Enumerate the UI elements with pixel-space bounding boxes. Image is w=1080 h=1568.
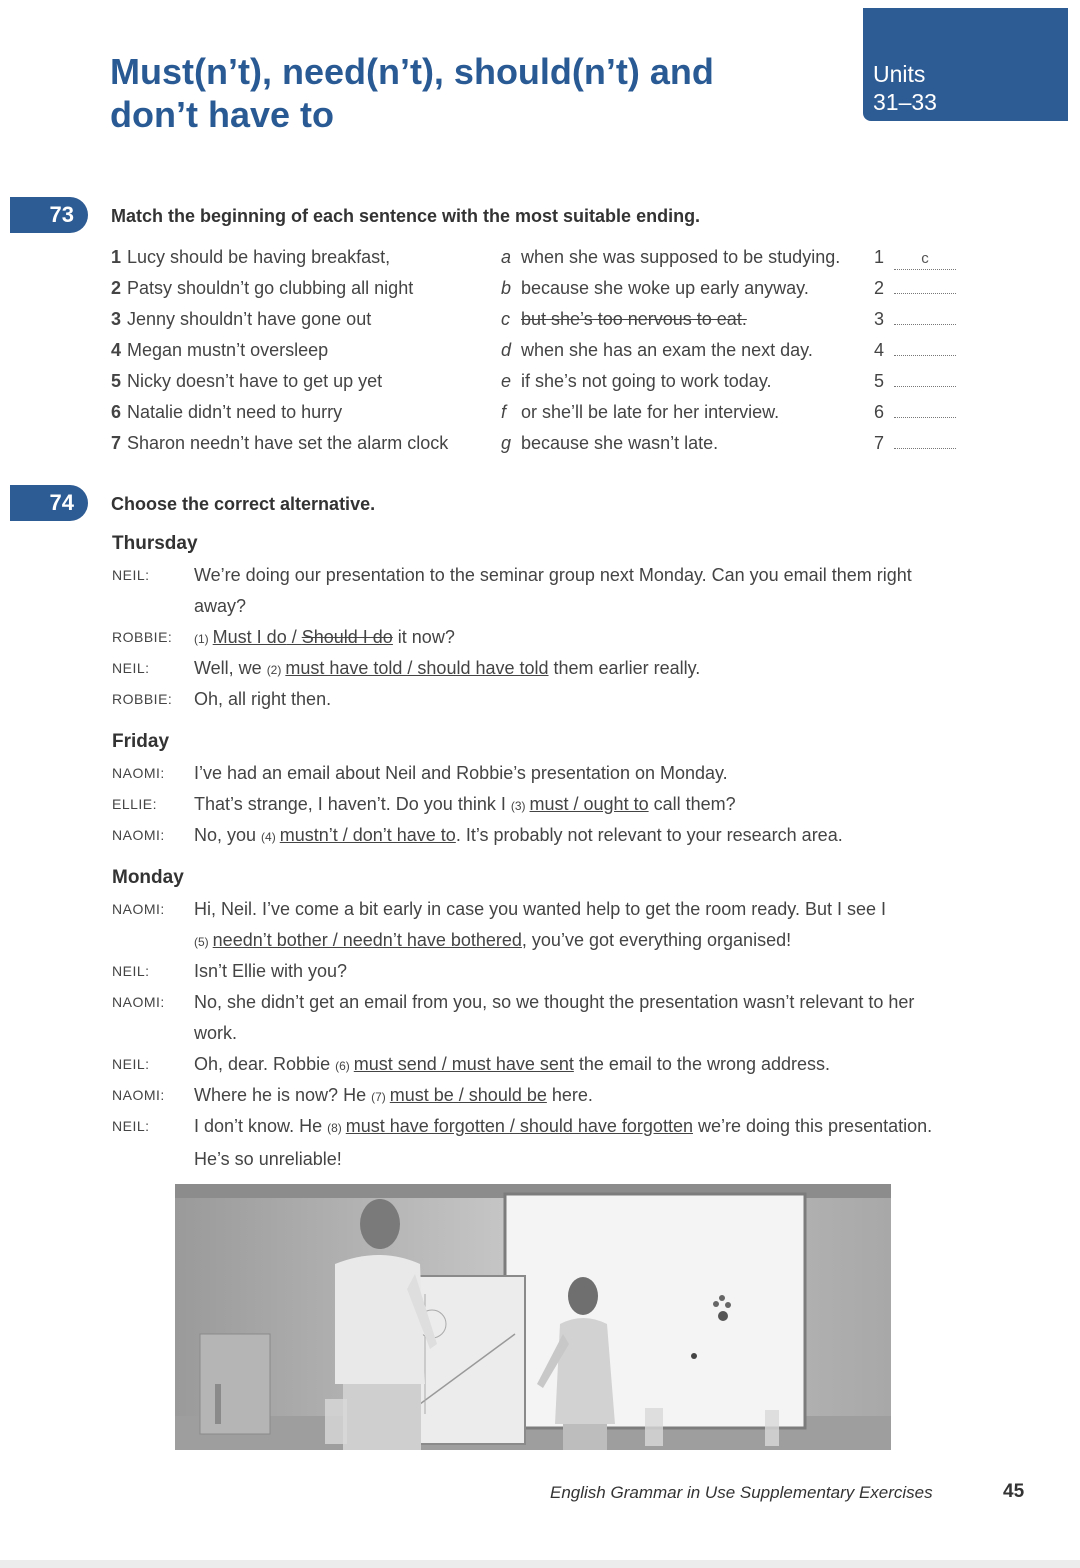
speaker-label: NAOMI: [112,901,165,917]
speaker-label: ROBBIE: [112,629,173,645]
beginning-1: 1 Lucy should be having breakfast, [111,247,391,267]
dialogue-line: NAOMI: I’ve had an email about Neil and Robbie’s presentation on Monday. [112,758,942,789]
gap-5-options[interactable]: needn’t bother / needn’t have bothered [212,930,522,950]
exercise-73-number: 73 [10,197,88,233]
dialogue-line: NEIL: Oh, dear. Robbie (6) must send / must have sent the email to the wrong address. [112,1049,942,1082]
dialogue-line: NAOMI: No, you (4) mustn’t / don’t have to. It’s probably not relevant to your research area. [112,820,942,853]
title-line-2: don’t have to [110,94,334,135]
speaker-label: NAOMI: [112,1087,165,1103]
ending-b: b because she woke up early anyway. [501,278,809,298]
dialogue-line: NEIL: We’re doing our presentation to the seminar group next Monday. Can you email them right away? [112,560,942,622]
dialogue-line: NEIL: Well, we (2) must have told / should have told them earlier really. [112,653,942,686]
speaker-label: NAOMI: [112,765,165,781]
dialogue-line: NAOMI: Where he is now? He (7) must be / should be here. [112,1080,942,1113]
speaker-label: ROBBIE: [112,691,173,707]
answer-field-7[interactable] [894,430,956,449]
dialogue-line: ROBBIE: (1) Must I do / Should I do it now? [112,622,942,655]
speaker-label: NEIL: [112,963,150,979]
speaker-label: NEIL: [112,1056,150,1072]
page-title [110,50,810,136]
gap-8-options[interactable]: must have forgotten / should have forgotten [345,1116,693,1136]
dialogue-line: NEIL: I don’t know. He (8) must have forgotten / should have forgotten we’re doing this presentation. He’s so unreliable! [112,1111,942,1175]
beginning-4: 4 Megan mustn’t oversleep [111,340,329,360]
beginning-2: 2 Patsy shouldn’t go clubbing all night [111,278,414,298]
gap-1-options[interactable]: Must I do / Should I do [212,627,393,647]
speaker-label: NEIL: [112,1118,150,1134]
dialogue-line: ELLIE: That’s strange, I haven’t. Do you think I (3) must / ought to call them? [112,789,942,822]
speaker-label: NEIL: [112,567,150,583]
sentence-beginnings [111,242,448,459]
gap-2-options[interactable]: must have told / should have told [285,658,549,678]
answer-field-2[interactable] [894,275,956,294]
beginning-7: 7 Sharon needn’t have set the alarm clock [111,433,449,453]
ending-d: d when she has an exam the next day. [501,340,813,360]
page-bottom-strip [0,1560,1080,1568]
units-label: Units [873,61,926,87]
day-heading-friday: Friday [112,731,170,752]
dialogue-line: ROBBIE: Oh, all right then. [112,684,942,715]
answer-6: 6 [874,397,956,428]
gap-6-options[interactable]: must send / must have sent [353,1054,574,1074]
answer-5: 5 [874,366,956,397]
answer-1: 1 c [874,242,956,273]
ending-e: e if she’s not going to work today. [501,371,772,391]
answer-field-1[interactable]: c [894,251,956,270]
speaker-label: NAOMI: [112,827,165,843]
presentation-photo [175,1184,891,1450]
answer-field-5[interactable] [894,368,956,387]
beginning-6: 6 Natalie didn’t need to hurry [111,402,343,422]
answer-7: 7 [874,428,956,459]
ending-a: a when she was supposed to be studying. [501,247,841,267]
title-line-1: Must(n’t), need(n’t), should(n’t) and [110,51,714,92]
page-number: 45 [1003,1481,1025,1502]
day-heading-monday: Monday [112,867,184,888]
answer-column [874,242,956,459]
speaker-label: NEIL: [112,660,150,676]
dialogue-line: NAOMI: Hi, Neil. I’ve come a bit early in case you wanted help to get the room ready. But I see I (5) needn’t bother / needn’t have bothered, you’ve got everything organised! [112,894,942,958]
gap-4-options[interactable]: mustn’t / don’t have to [279,825,456,845]
speaker-label: NAOMI: [112,994,165,1010]
beginning-3: 3 Jenny shouldn’t have gone out [111,309,372,329]
exercise-73-instruction: Match the beginning of each sentence with the most suitable ending. [111,206,701,226]
ending-f: f or she’ll be late for her interview. [501,402,780,422]
answer-4: 4 [874,335,956,366]
exercise-74-instruction: Choose the correct alternative. [111,494,376,514]
gap-7-options[interactable]: must be / should be [389,1085,547,1105]
answer-3: 3 [874,304,956,335]
dialogue-line: NEIL: Isn’t Ellie with you? [112,956,942,987]
exercise-74-number: 74 [10,485,88,521]
gap-3-options[interactable]: must / ought to [529,794,649,814]
answer-field-6[interactable] [894,399,956,418]
units-range: 31–33 [873,89,937,115]
dialogue-line: NAOMI: No, she didn’t get an email from you, so we thought the presentation wasn’t relevant to her work. [112,987,942,1049]
ending-g: g because she wasn’t late. [501,433,719,453]
units-tab [863,8,1068,121]
beginning-5: 5 Nicky doesn’t have to get up yet [111,371,383,391]
answer-field-3[interactable] [894,306,956,325]
book-title: English Grammar in Use Supplementary Exercises [550,1483,933,1502]
ending-c-crossed-out: c but she’s too nervous to eat. [501,309,747,329]
sentence-endings [501,242,840,459]
answer-field-4[interactable] [894,337,956,356]
crossed-option: Should I do [301,627,393,647]
answer-2: 2 [874,273,956,304]
day-heading-thursday: Thursday [112,533,198,554]
speaker-label: ELLIE: [112,796,158,812]
